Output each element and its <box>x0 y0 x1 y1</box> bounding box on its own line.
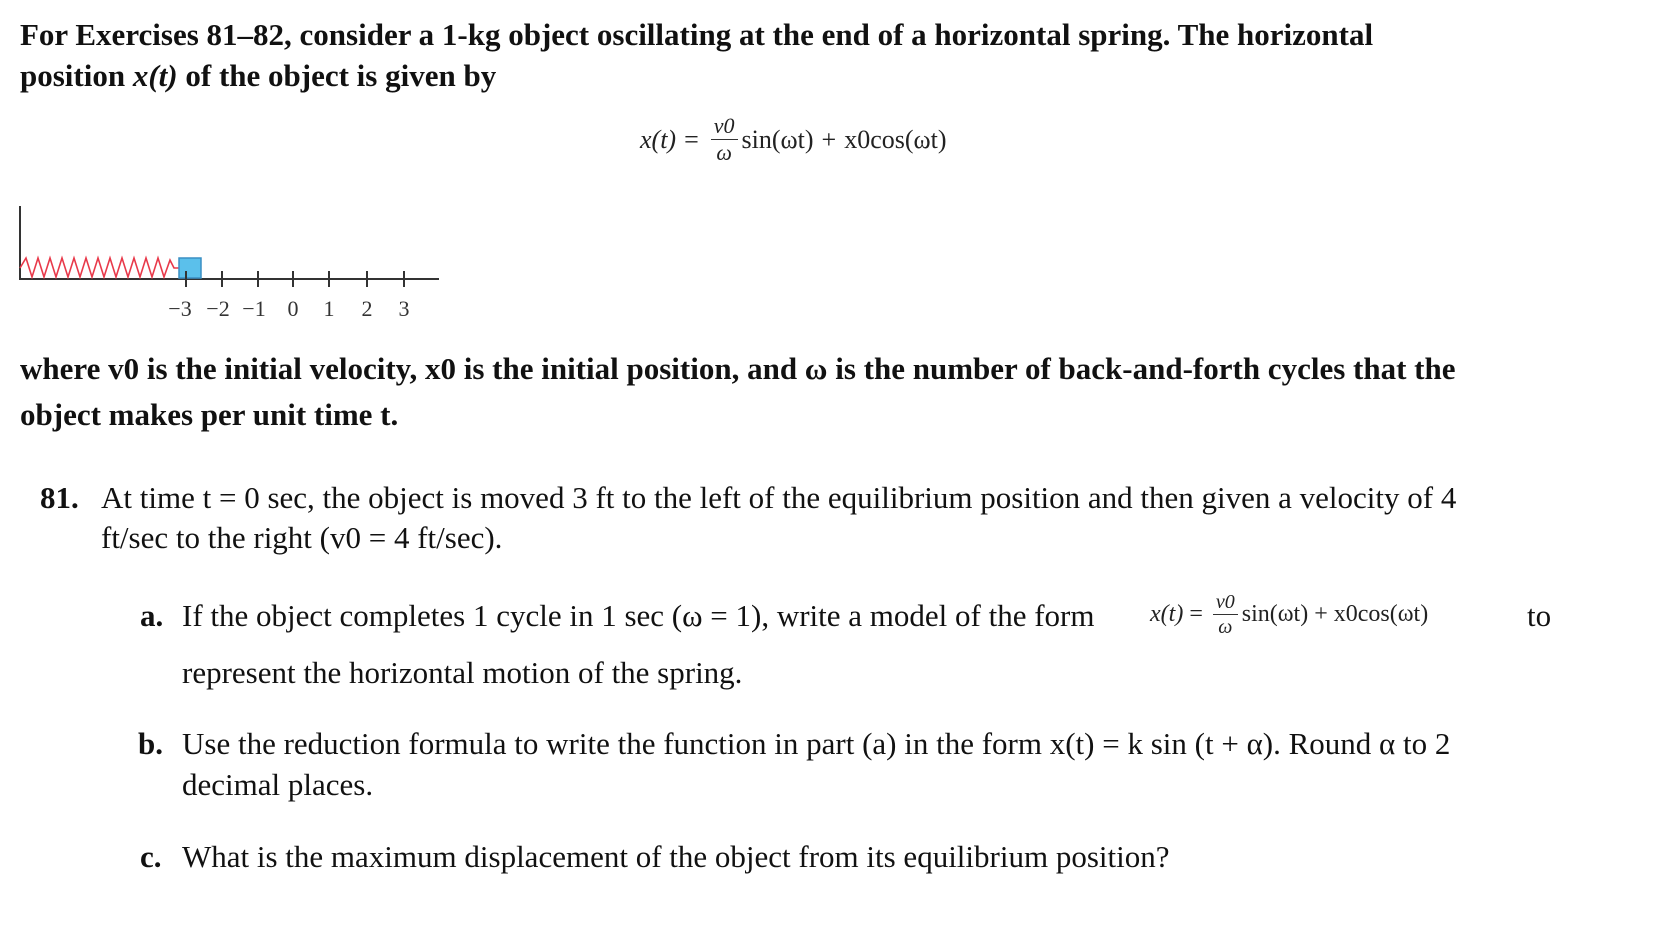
part-a-formula-plus: + <box>1314 601 1328 627</box>
intro-line-1: For Exercises 81–82, consider a 1-kg object oscillating at the end of a horizontal spring. The horizontal <box>20 17 1374 52</box>
spring-figure <box>14 200 454 330</box>
tick-label: 3 <box>398 296 410 321</box>
part-a-formula-fraction <box>1213 592 1238 637</box>
intro-line-2 <box>20 55 496 97</box>
part-a-formula-eq: = <box>1189 601 1203 627</box>
formula-eq: = <box>684 124 699 154</box>
formula-frac-den: ω <box>716 140 732 165</box>
where-line-1: where v0 is the initial velocity, x0 is the initial position, and ω is the number of back-and-forth cycles that the <box>20 351 1456 386</box>
part-a-formula-term1: sin(ωt) <box>1241 601 1309 627</box>
part-b-line-2: decimal places. <box>182 767 374 802</box>
part-c-line-1: What is the maximum displacement of the object from its equilibrium position? <box>182 839 1170 874</box>
exercise-line-1: At time t = 0 sec, the object is moved 3 ft to the left of the equilibrium position and then given a velocity of 4 <box>101 480 1457 515</box>
part-a-frac-bar <box>1213 614 1238 615</box>
formula-fraction <box>711 115 738 164</box>
part-b-line-1: Use the reduction formula to write the function in part (a) in the form x(t) = k sin (t + α). Round α to 2 <box>182 726 1451 761</box>
formula-lhs: x(t) <box>640 124 677 154</box>
formula-term2: x0cos(ωt) <box>844 124 947 154</box>
intro-line-2-post: of the object is given by <box>177 58 497 93</box>
part-a-trail: to <box>1527 598 1552 633</box>
part-a-frac-den: ω <box>1218 616 1233 638</box>
part-a-formula <box>1150 592 1428 637</box>
part-b-label: b. <box>138 726 163 761</box>
tick-label: −2 <box>206 296 230 321</box>
tick-label: 1 <box>323 296 335 321</box>
formula-term1: sin(ωt) <box>741 124 814 154</box>
part-a-formula-term2: x0cos(ωt) <box>1333 601 1429 627</box>
intro-func: x(t) <box>132 58 178 93</box>
formula-plus: + <box>821 124 837 154</box>
tick-label: −3 <box>168 296 192 321</box>
part-c-label: c. <box>140 839 162 874</box>
part-a-frac-num: v0 <box>1215 591 1235 613</box>
oscillating-block <box>179 258 201 278</box>
spring-coil <box>20 258 179 277</box>
exercise-number: 81. <box>40 480 79 515</box>
part-a-label: a. <box>140 598 164 633</box>
tick-label: 2 <box>361 296 373 321</box>
exercise-line-2: ft/sec to the right (v0 = 4 ft/sec). <box>101 520 503 555</box>
where-line-2: object makes per unit time t. <box>20 397 399 432</box>
intro-line-2-pre: position <box>20 58 133 93</box>
part-a-formula-lhs: x(t) <box>1150 601 1184 627</box>
tick-label: 0 <box>287 296 299 321</box>
tick-label: −1 <box>242 296 266 321</box>
main-formula <box>640 115 947 164</box>
part-a-line-1: If the object completes 1 cycle in 1 sec (ω = 1), write a model of the form <box>182 598 1095 633</box>
formula-frac-num: v0 <box>713 113 735 138</box>
part-a-line-2: represent the horizontal motion of the spring. <box>182 655 743 690</box>
